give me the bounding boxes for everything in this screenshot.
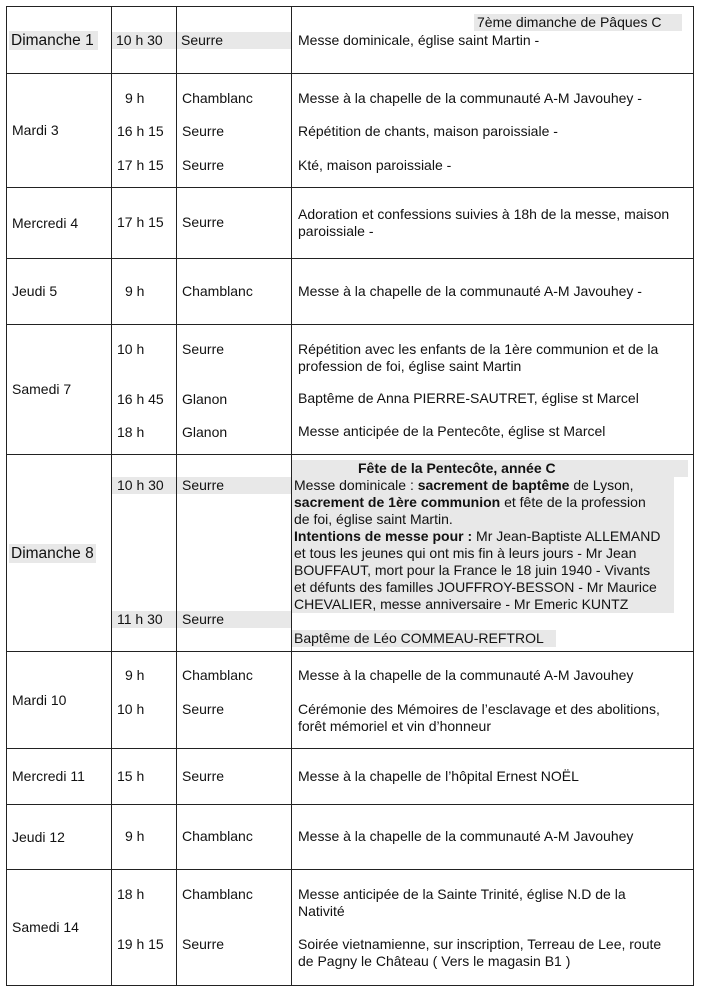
- time-label: 10 h: [117, 341, 145, 357]
- baptism-text: Baptême de Léo COMMEAU-REFTROL: [292, 630, 556, 647]
- time-label: 10 h 30: [112, 32, 176, 49]
- place-label: Seurre: [182, 701, 225, 717]
- place-label: Seurre: [182, 768, 225, 784]
- time-label: 11 h 30: [112, 611, 176, 628]
- day-cell: [7, 74, 112, 188]
- table-row: [7, 455, 694, 652]
- table-row: [7, 870, 694, 986]
- day-cell: [7, 652, 112, 749]
- mass-line: Messe dominicale : sacrement de baptême de Lyson,: [294, 477, 634, 493]
- time-label: 10 h 30: [112, 477, 176, 494]
- place-label: Chamblanc: [182, 886, 253, 902]
- mass-line: de foi, église saint Martin.: [294, 511, 453, 527]
- place-label: Chamblanc: [182, 828, 253, 844]
- event-cell: [292, 870, 694, 986]
- time-cell: [112, 749, 177, 805]
- day-cell: [7, 749, 112, 805]
- table-row: [7, 259, 694, 325]
- day-cell: [7, 870, 112, 986]
- place-cell: [177, 74, 292, 188]
- time-cell: [112, 7, 177, 74]
- mass-line: CHEVALIER, messe anniversaire - Mr Emeric KUNTZ: [294, 596, 629, 612]
- time-label: 9 h: [125, 667, 145, 683]
- place-cell: [177, 870, 292, 986]
- day-cell: [7, 805, 112, 870]
- table-row: [7, 74, 694, 188]
- time-cell: [112, 259, 177, 325]
- time-label: 17 h 15: [117, 214, 164, 230]
- table-row: [7, 188, 694, 259]
- day-label: Dimanche 8: [11, 544, 94, 562]
- day-label: Samedi 7: [12, 381, 72, 397]
- place-label: Seurre: [182, 936, 225, 952]
- day-label: Dimanche 1: [9, 31, 98, 50]
- time-label: 16 h 15: [117, 123, 164, 139]
- header-note: 7ème dimanche de Pâques C: [474, 14, 682, 31]
- day-label: Mercredi 4: [12, 214, 79, 231]
- time-label: 9 h: [125, 828, 145, 844]
- feast-title: Fête de la Pentecôte, année C: [292, 460, 688, 477]
- place-label: Seurre: [182, 214, 225, 230]
- time-label: 9 h: [125, 90, 145, 106]
- place-label: Seurre: [182, 123, 225, 139]
- place-label: Seurre: [177, 477, 291, 494]
- place-cell: [177, 455, 292, 652]
- table-row: [7, 652, 694, 749]
- place-label: Chamblanc: [182, 283, 253, 299]
- mass-line: sacrement de 1ère communion et fête de la profession: [294, 494, 646, 510]
- place-label: Glanon: [182, 424, 228, 440]
- table-row: [7, 7, 694, 74]
- day-label: Mardi 3: [12, 122, 59, 138]
- place-label: Seurre: [177, 32, 291, 49]
- time-cell: [112, 652, 177, 749]
- place-cell: [177, 7, 292, 74]
- event-text: Répétition avec les enfants de la 1ère communion et de la profession de foi, église saint Martin: [298, 341, 659, 374]
- day-cell: [7, 325, 112, 455]
- event-text: Cérémonie des Mémoires de l’esclavage et des abolitions, forêt mémoriel et vin d’honneur: [298, 701, 660, 734]
- day-label: Jeudi 12: [12, 828, 65, 845]
- time-cell: [112, 74, 177, 188]
- event-cell: [292, 455, 694, 652]
- event-text: Baptême de Anna PIERRE-SAUTRET, église st Marcel: [298, 390, 639, 406]
- time-cell: [112, 870, 177, 986]
- event-cell: [292, 7, 694, 74]
- event-text: Messe à la chapelle de la communauté A-M Javouhey -: [298, 90, 642, 106]
- schedule-table: [6, 6, 694, 986]
- event-text: Messe anticipée de la Pentecôte, église st Marcel: [298, 423, 606, 439]
- place-cell: [177, 259, 292, 325]
- event-text: Répétition de chants, maison paroissiale -: [298, 123, 558, 139]
- day-label: Samedi 14: [12, 919, 79, 935]
- place-cell: [177, 749, 292, 805]
- time-label: 18 h: [117, 424, 145, 440]
- day-cell: [7, 455, 112, 652]
- event-text: Kté, maison paroissiale -: [298, 157, 452, 173]
- event-text: Messe à la chapelle de la communauté A-M Javouhey: [298, 828, 634, 844]
- time-label: 17 h 15: [117, 157, 164, 173]
- event-cell: [292, 325, 694, 455]
- mass-line: BOUFFAUT, mort pour la France le 18 juin 1940 - Vivants: [294, 562, 651, 578]
- event-text: Messe à la chapelle de l’hôpital Ernest NOËL: [298, 768, 579, 784]
- event-text: Adoration et confessions suivies à 18h de la messe, maison paroissiale -: [298, 206, 670, 239]
- mass-line: Intentions de messe pour : Mr Jean-Baptiste ALLEMAND: [294, 528, 661, 544]
- mass-intentions: [292, 477, 674, 613]
- mass-line: et tous les jeunes qui ont mis fin à leurs jours - Mr Jean: [294, 545, 637, 561]
- place-cell: [177, 188, 292, 259]
- time-cell: [112, 325, 177, 455]
- day-label: Mardi 10: [12, 691, 67, 708]
- time-label: 10 h: [117, 701, 145, 717]
- time-label: 15 h: [117, 768, 145, 784]
- place-label: Seurre: [182, 157, 225, 173]
- time-label: 18 h: [117, 886, 145, 902]
- table-row: [7, 805, 694, 870]
- place-cell: [177, 325, 292, 455]
- day-label: Jeudi 5: [12, 283, 58, 299]
- time-label: 19 h 15: [117, 936, 164, 952]
- place-cell: [177, 805, 292, 870]
- place-label: Chamblanc: [182, 90, 253, 106]
- event-cell: [292, 74, 694, 188]
- day-cell: [7, 7, 112, 74]
- place-cell: [177, 652, 292, 749]
- time-label: 16 h 45: [117, 391, 164, 407]
- day-cell: [7, 259, 112, 325]
- mass-line: et défunts des familles JOUFFROY-BESSON - Mr Maurice: [294, 579, 657, 595]
- event-text: Messe à la chapelle de la communauté A-M Javouhey -: [298, 283, 642, 299]
- day-cell: [7, 188, 112, 259]
- place-label: Chamblanc: [182, 667, 253, 683]
- place-label: Glanon: [182, 391, 228, 407]
- time-cell: [112, 805, 177, 870]
- place-label: Seurre: [182, 341, 225, 357]
- place-label: Seurre: [177, 611, 291, 628]
- event-text: Messe dominicale, église saint Martin -: [298, 32, 540, 48]
- day-label: Mercredi 11: [12, 768, 85, 784]
- time-cell: [112, 455, 177, 652]
- event-cell: [292, 188, 694, 259]
- event-text: Messe anticipée de la Sainte Trinité, église N.D de la Nativité: [298, 886, 626, 919]
- event-cell: [292, 259, 694, 325]
- event-cell: [292, 652, 694, 749]
- event-cell: [292, 749, 694, 805]
- table-row: [7, 749, 694, 805]
- event-text: Messe à la chapelle de la communauté A-M Javouhey: [298, 667, 634, 683]
- time-label: 9 h: [125, 283, 145, 299]
- table-row: [7, 325, 694, 455]
- event-text: Soirée vietnamienne, sur inscription, Terreau de Lee, route de Pagny le Château ( Vers le magasin B1 ): [298, 936, 662, 969]
- time-cell: [112, 188, 177, 259]
- event-cell: [292, 805, 694, 870]
